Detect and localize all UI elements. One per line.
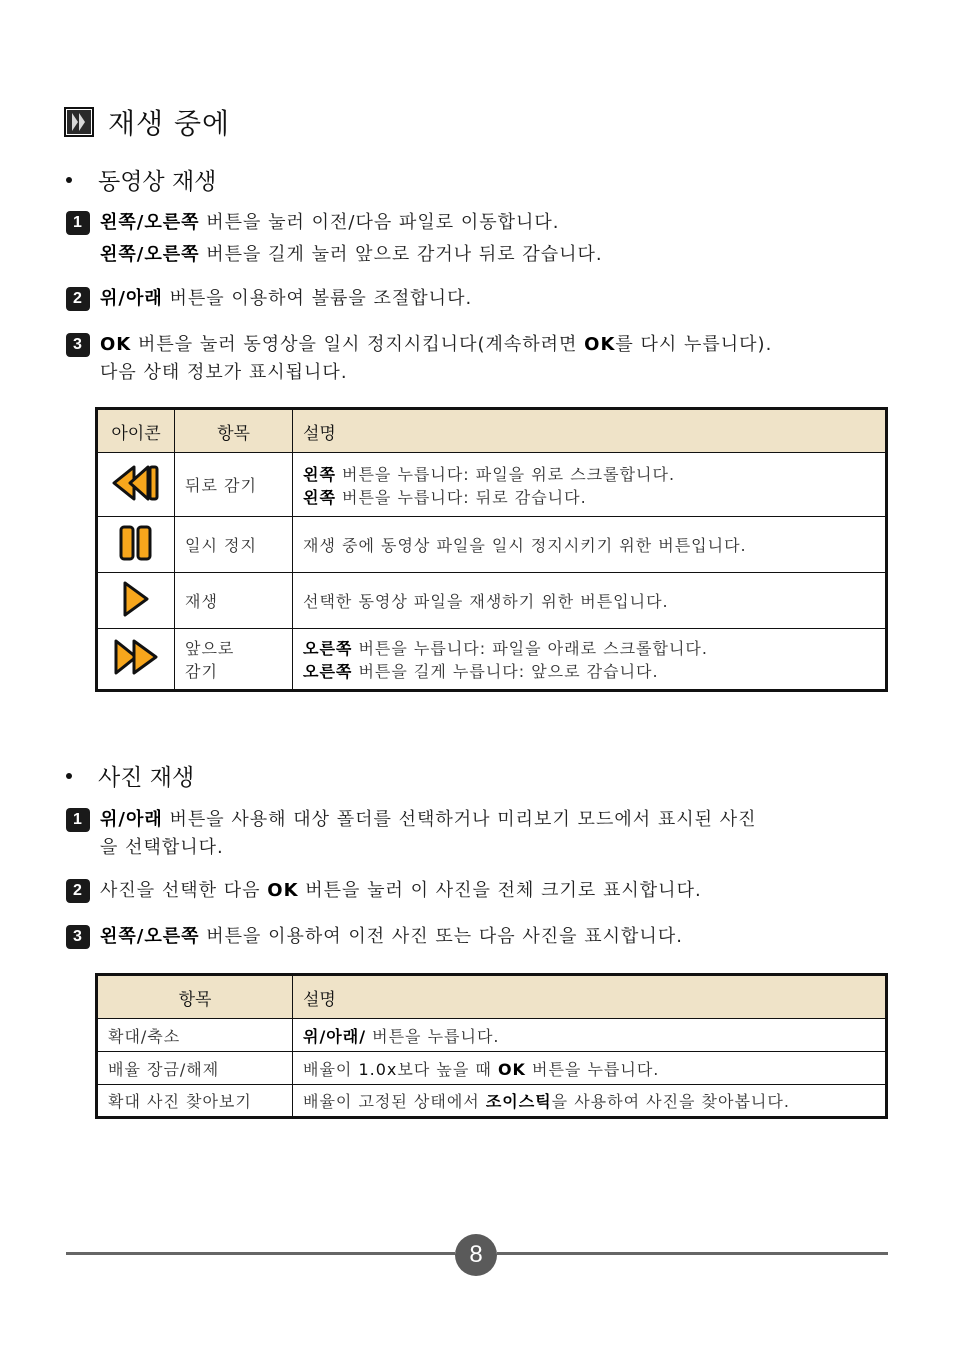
step-text: 버튼을 이용하여 이전 사진 또는 다음 사진을 표시합니다.: [199, 926, 683, 947]
table-cell-description: [293, 573, 887, 629]
video-icon-table: [95, 407, 888, 692]
table-cell-item: 일시 정지: [175, 517, 293, 573]
desc-bold: 왼쪽: [303, 487, 336, 507]
bullet-dot: [66, 773, 72, 779]
table-row: [97, 517, 887, 573]
fast-forward-icon: [110, 637, 162, 677]
table-cell-icon: [97, 629, 175, 691]
step-text: 을 선택합니다.: [100, 837, 224, 858]
table-cell-description: [293, 1052, 887, 1085]
desc-text: 을 사용하여 사진을 찾아봅니다.: [551, 1092, 790, 1111]
table-cell-item: [175, 629, 293, 691]
video-section-title: [66, 163, 216, 196]
table-cell-description: [293, 629, 887, 691]
step-bold: OK: [100, 334, 132, 355]
desc-value: 1.0x: [358, 1059, 398, 1079]
table-header-item: 항목: [97, 975, 293, 1019]
desc-text: 버튼을 누릅니다: 파일을 위로 스크롤합니다.: [335, 464, 676, 484]
step-number: 1: [66, 211, 90, 235]
desc-bold: 오른쪽: [303, 662, 353, 681]
page-title: 재생 중에: [108, 107, 231, 140]
step-bold: 위/아래: [100, 288, 163, 309]
step-bold: 위/아래: [100, 809, 163, 830]
table-header-description: 설명: [293, 975, 887, 1019]
table-cell-item: 배율 장금/해제: [97, 1052, 293, 1085]
photo-table: [95, 973, 888, 1119]
desc-text: 버튼을 누릅니다: 파일을 아래로 스크롤합니다.: [352, 639, 708, 658]
photo-step-1: [66, 806, 757, 862]
step-bold: OK: [584, 334, 616, 355]
page-number: 8: [455, 1234, 497, 1276]
desc-text: 선택한 동영상 파일을 재생하기 위한 버튼입니다.: [303, 592, 669, 611]
step-bold: 왼쪽/오른쪽: [100, 926, 200, 947]
step-text: 를 다시 누릅니다).: [615, 334, 773, 355]
step-number: 2: [66, 879, 90, 903]
video-step-2: [66, 285, 472, 313]
table-row: [97, 573, 887, 629]
desc-bold: 조이스틱: [485, 1092, 552, 1111]
table-header-row: [97, 975, 887, 1019]
table-row: [97, 1019, 887, 1052]
footer-rule-right: [497, 1252, 888, 1255]
desc-bold: 왼쪽: [303, 464, 336, 484]
desc-text: 버튼을 누릅니다.: [366, 1026, 500, 1046]
step-text: 버튼을 길게 눌러 앞으로 감거나 뒤로 감습니다.: [199, 244, 603, 265]
step-text: 버튼을 이용하여 볼륨을 조절합니다.: [162, 288, 473, 309]
table-row: [97, 453, 887, 517]
table-cell-item: 확대 사진 찾아보기: [97, 1085, 293, 1118]
step-number: 3: [66, 333, 90, 357]
desc-bold: OK: [497, 1059, 526, 1079]
item-text: 앞으로: [185, 639, 235, 658]
step-text: 버튼을 눌러 동영상을 일시 정지시킵니다(계속하려면: [131, 334, 585, 355]
photo-title-text: 사진 재생: [98, 765, 195, 791]
play-icon: [116, 579, 156, 619]
desc-bold: 위/아래/: [303, 1026, 367, 1046]
table-header-row: [97, 409, 887, 453]
video-step-1: [66, 209, 603, 269]
table-cell-item: 확대/축소: [97, 1019, 293, 1052]
table-cell-description: [293, 1085, 887, 1118]
footer-rule-left: [66, 1252, 455, 1255]
rewind-icon: [110, 463, 162, 503]
video-title-text: 동영상 재생: [98, 169, 217, 195]
step-number: 3: [66, 925, 90, 949]
item-text: 감기: [185, 662, 218, 681]
photo-section-title: [66, 759, 194, 792]
section-heading: [64, 102, 230, 142]
desc-text: 배율이 고정된 상태에서: [303, 1092, 486, 1111]
table-header-description: 설명: [293, 409, 887, 453]
table-cell-description: [293, 517, 887, 573]
table-cell-item: 뒤로 감기: [175, 453, 293, 517]
table-cell-icon: [97, 573, 175, 629]
bullet-dot: [66, 177, 72, 183]
table-cell-description: [293, 453, 887, 517]
desc-text: 버튼을 누릅니다: 뒤로 감습니다.: [335, 487, 587, 507]
step-text: 사진을 선택한 다음: [100, 880, 268, 901]
table-header-item: 항목: [175, 409, 293, 453]
pause-icon: [116, 523, 156, 563]
photo-step-2: [66, 877, 702, 905]
step-bold: OK: [267, 880, 299, 901]
table-cell-item: 재생: [175, 573, 293, 629]
desc-text: 버튼을 길게 누릅니다: 앞으로 감습니다.: [352, 662, 659, 681]
video-step-3: [66, 331, 772, 387]
table-cell-icon: [97, 517, 175, 573]
desc-text: 재생 중에 동영상 파일을 일시 정지시키기 위한 버튼입니다.: [303, 536, 747, 555]
desc-text: 보다 높을 때: [397, 1059, 498, 1079]
table-cell-icon: [97, 453, 175, 517]
step-text: 버튼을 눌러 이전/다음 파일로 이동합니다.: [199, 212, 560, 233]
photo-step-3: [66, 923, 683, 951]
step-number: 2: [66, 287, 90, 311]
table-cell-description: [293, 1019, 887, 1052]
desc-text: 배율이: [303, 1059, 359, 1079]
desc-text: 버튼을 누릅니다.: [525, 1059, 660, 1079]
table-row: [97, 1085, 887, 1118]
table-header-icon: 아이콘: [97, 409, 175, 453]
step-text: 버튼을 눌러 이 사진을 전체 크기로 표시합니다.: [298, 880, 702, 901]
table-row: [97, 629, 887, 691]
table-row: [97, 1052, 887, 1085]
chevron-right-icon: [64, 107, 94, 137]
step-text: 다음 상태 정보가 표시됩니다.: [100, 362, 348, 383]
step-bold: 왼쪽/오른쪽: [100, 212, 200, 233]
step-number: 1: [66, 808, 90, 832]
desc-bold: 오른쪽: [303, 639, 353, 658]
step-text: 버튼을 사용해 대상 폴더를 선택하거나 미리보기 모드에서 표시된 사진: [162, 809, 757, 830]
step-bold: 왼쪽/오른쪽: [100, 244, 200, 265]
